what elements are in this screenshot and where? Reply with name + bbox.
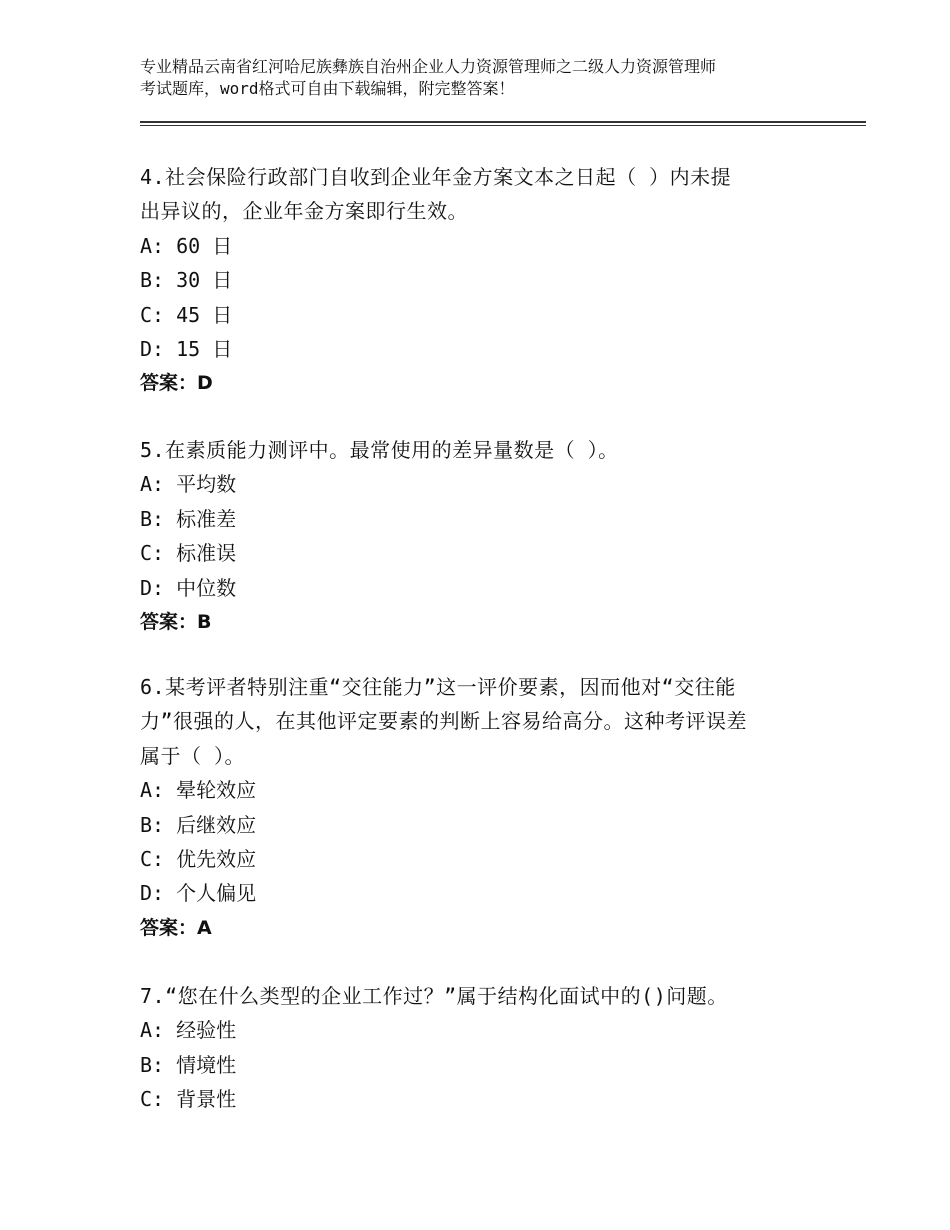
question-6 xyxy=(140,670,820,945)
answer-line: 答案：A xyxy=(140,916,212,939)
option-a: A: 60 日 xyxy=(140,233,233,258)
document-header xyxy=(140,56,840,100)
question-text-line: 5.在素质能力测评中。最常使用的差异量数是（ ）。 xyxy=(140,438,619,462)
question-text-line: 属于（ ）。 xyxy=(140,743,246,768)
option-c: C: 标准误 xyxy=(140,541,237,566)
option-c: C: 优先效应 xyxy=(140,847,257,872)
question-text-line: 4.社会保险行政部门自收到企业年金方案文本之日起（ ）内未提 xyxy=(140,165,732,189)
answer-line: 答案：D xyxy=(140,372,213,395)
question-text-line: 力”很强的人，在其他评定要素的判断上容易给高分。这种考评误差 xyxy=(140,709,748,734)
option-b: B: 情境性 xyxy=(140,1052,237,1077)
question-4 xyxy=(140,160,820,401)
header-divider-thick xyxy=(140,121,866,123)
header-title-line-2: 考试题库，word格式可自由下载编辑，附完整答案！ xyxy=(140,79,515,98)
option-d: D: 个人偏见 xyxy=(140,881,257,906)
option-d: D: 15 日 xyxy=(140,337,233,362)
option-a: A: 经验性 xyxy=(140,1018,237,1043)
option-b: B: 标准差 xyxy=(140,506,237,531)
header-divider-thin xyxy=(140,125,866,126)
option-b: B: 后继效应 xyxy=(140,812,257,837)
option-c: C: 45 日 xyxy=(140,302,233,327)
question-text-line: 出异议的，企业年金方案即行生效。 xyxy=(140,199,468,224)
option-a: A: 晕轮效应 xyxy=(140,778,257,803)
question-text-line: 7.“您在什么类型的企业工作过？”属于结构化面试中的()问题。 xyxy=(140,984,728,1008)
question-text-line: 6.某考评者特别注重“交往能力”这一评价要素，因而他对“交往能 xyxy=(140,675,736,699)
question-7 xyxy=(140,979,820,1117)
question-5 xyxy=(140,433,820,639)
option-d: D: 中位数 xyxy=(140,575,237,600)
option-a: A: 平均数 xyxy=(140,472,237,497)
header-title-line-1: 专业精品云南省红河哈尼族彝族自治州企业人力资源管理师之二级人力资源管理师 xyxy=(140,57,717,76)
answer-line: 答案：B xyxy=(140,611,212,634)
option-c: C: 背景性 xyxy=(140,1087,237,1112)
option-b: B: 30 日 xyxy=(140,268,233,293)
